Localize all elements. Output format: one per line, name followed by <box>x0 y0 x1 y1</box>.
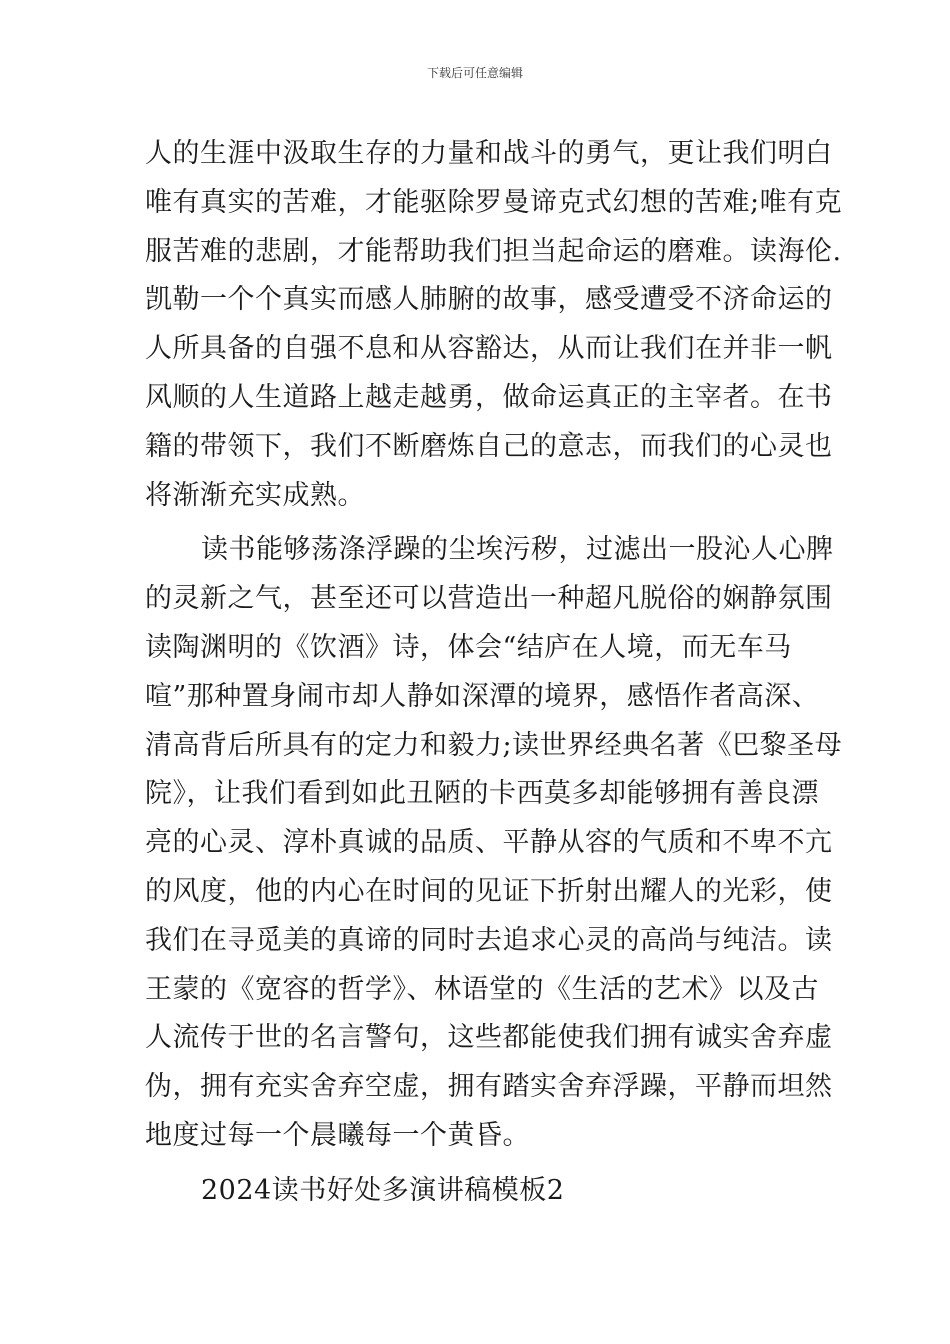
text-line: 地度过每一个晨曦每一个黄昏。 <box>145 1119 530 1151</box>
text-line: 我们在寻觅美的真谛的同时去追求心灵的高尚与纯洁。读 <box>145 924 833 956</box>
text-line: 唯有真实的苦难，才能驱除罗曼谛克式幻想的苦难;唯有克 <box>145 186 843 218</box>
text-line: 的风度，他的内心在时间的见证下折射出耀人的光彩，使 <box>145 875 833 907</box>
text-line: 将渐渐充实成熟。 <box>145 479 365 511</box>
text-line: 凯勒一个个真实而感人肺腑的故事，感受遭受不济命运的 <box>145 284 833 316</box>
text-line: 读陶渊明的《饮酒》诗，体会“结庐在人境，而无车马 <box>145 631 792 663</box>
text-line: 服苦难的悲剧，才能帮助我们担当起命运的磨难。读海伦. <box>145 235 842 267</box>
text-line: 人流传于世的名言警句，这些都能使我们拥有诚实舍弃虚 <box>145 1022 833 1054</box>
page-header: 下载后可任意编辑 <box>426 66 523 80</box>
text-line: 人所具备的自强不息和从容豁达，从而让我们在并非一帆 <box>145 333 833 365</box>
text-line: 王蒙的《宽容的哲学》、林语堂的《生活的艺术》以及古 <box>145 973 819 1005</box>
text-line: 籍的带领下，我们不断磨炼自己的意志，而我们的心灵也 <box>145 430 833 462</box>
section-heading: 2024读书好处多演讲稿模板2 <box>201 1174 565 1206</box>
text-line: 的灵新之气，甚至还可以营造出一种超凡脱俗的娴静氛围 <box>145 583 833 615</box>
text-line: 清高背后所具有的定力和毅力;读世界经典名著《巴黎圣母 <box>145 729 843 761</box>
text-line: 伪，拥有充实舍弃空虚，拥有踏实舍弃浮躁，平静而坦然 <box>145 1071 833 1103</box>
text-line: 人的生涯中汲取生存的力量和战斗的勇气，更让我们明白 <box>145 138 833 169</box>
paragraph-first-line: 读书能够荡涤浮躁的尘埃污秽，过滤出一股沁人心脾 <box>201 534 834 566</box>
text-line: 院》，让我们看到如此丑陋的卡西莫多却能够拥有善良漂 <box>145 778 819 810</box>
text-line: 喧”那种置身闹市却人静如深潭的境界，感悟作者高深、 <box>145 680 820 712</box>
text-line: 亮的心灵、淳朴真诚的品质、平静从容的气质和不卑不亢 <box>145 827 833 859</box>
text-line: 风顺的人生道路上越走越勇，做命运真正的主宰者。在书 <box>145 381 833 413</box>
body-text <box>145 130 843 1216</box>
